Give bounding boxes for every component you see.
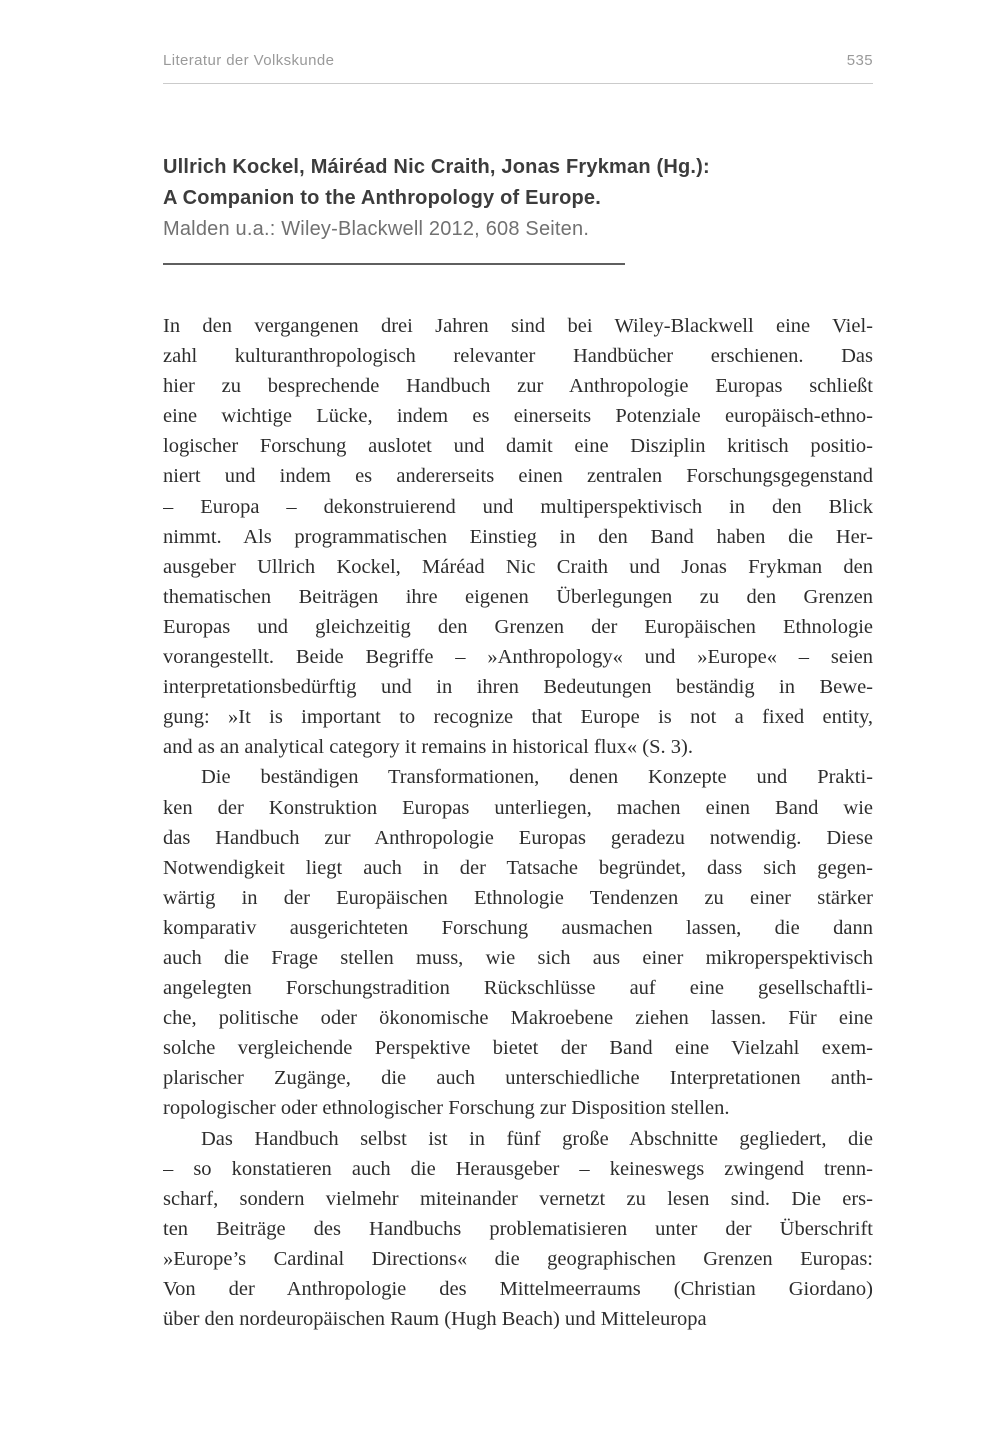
text-line: Notwendigkeit liegt auch in der Tatsache begründet, dass sich gegen- — [163, 856, 873, 879]
text-line: auch die Frage stellen muss, wie sich aus einer mikroperspektivisch — [163, 946, 873, 969]
text-line: – Europa – dekonstruierend und multiperspektivisch in den Blick — [163, 495, 873, 518]
text-line: che, politische oder ökonomische Makroebene ziehen lassen. Für eine — [163, 1007, 873, 1030]
text-line: solche vergleichende Perspektive bietet der Band eine Vielzahl exem- — [163, 1037, 873, 1060]
text-line: ten Beiträge des Handbuchs problematisieren unter der Überschrift — [163, 1217, 873, 1240]
text-line: ken der Konstruktion Europas unterliegen, machen einen Band wie — [163, 796, 873, 819]
text-line: thematischen Beiträgen ihre eigenen Überlegungen zu den Grenzen — [163, 585, 873, 608]
text-line: komparativ ausgerichteten Forschung ausmachen lassen, die dann — [163, 916, 873, 939]
text-line: »Europe’s Cardinal Directions« die geographischen Grenzen Europas: — [163, 1247, 873, 1270]
paragraph — [163, 311, 873, 762]
text-line: interpretationsbedürftig und in ihren Bedeutungen beständig in Bewe- — [163, 676, 873, 699]
text-line: ropologischer oder ethnologischer Forschung zur Disposition stellen. — [163, 1097, 730, 1120]
text-line: zahl kulturanthropologisch relevanter Handbücher erschienen. Das — [163, 345, 873, 368]
text-line: – so konstatieren auch die Herausgeber – keineswegs zwingend trenn- — [163, 1157, 873, 1180]
text-line: and as an analytical category it remains in historical flux« (S. 3). — [163, 736, 693, 759]
text-line: das Handbuch zur Anthropologie Europas geradezu notwendig. Diese — [163, 826, 873, 849]
page-number: 535 — [846, 52, 873, 69]
citation-divider — [163, 263, 625, 265]
text-line: logischer Forschung auslotet und damit eine Disziplin kritisch positio- — [163, 435, 873, 458]
text-line: vorangestellt. Beide Begriffe – »Anthropology« und »Europe« – seien — [163, 646, 873, 669]
text-line: plarischer Zugänge, die auch unterschiedliche Interpretationen anth- — [163, 1067, 873, 1090]
text-line: angelegten Forschungstradition Rückschlüsse auf eine gesellschaftli- — [163, 977, 873, 1000]
header-divider — [163, 83, 873, 84]
text-line: wärtig in der Europäischen Ethnologie Tendenzen zu einer stärker — [163, 886, 873, 909]
text-line: scharf, sondern vielmehr miteinander vernetzt zu lesen sind. Die ers- — [163, 1187, 873, 1210]
citation-editors: Ullrich Kockel, Máiréad Nic Craith, Jonas Frykman (Hg.): — [163, 156, 710, 178]
text-line: niert und indem es andererseits einen zentralen Forschungsgegenstand — [163, 465, 873, 488]
citation-title: A Companion to the Anthropology of Europe. — [163, 187, 601, 209]
paragraph — [163, 762, 873, 1123]
text-line: Das Handbuch selbst ist in fünf große Abschnitte gegliedert, die — [201, 1127, 873, 1150]
text-line: über den nordeuropäischen Raum (Hugh Beach) und Mitteleuropa — [163, 1308, 707, 1331]
book-citation — [163, 152, 873, 265]
text-line: Die beständigen Transformationen, denen Konzepte und Prakti- — [201, 766, 873, 789]
review-body — [163, 311, 873, 1334]
text-line: hier zu besprechende Handbuch zur Anthropologie Europas schließt — [163, 375, 873, 398]
page-header — [163, 52, 873, 69]
text-line: gung: »It is important to recognize that Europe is not a fixed entity, — [163, 706, 873, 729]
page-content — [163, 52, 873, 1334]
text-line: Europas und gleichzeitig den Grenzen der Europäischen Ethnologie — [163, 615, 873, 638]
text-line: eine wichtige Lücke, indem es einerseits Potenziale europäisch-ethno- — [163, 405, 873, 428]
text-line: In den vergangenen drei Jahren sind bei Wiley-Blackwell eine Viel- — [163, 315, 873, 337]
text-line: Von der Anthropologie des Mittelmeerraums (Christian Giordano) — [163, 1278, 873, 1300]
text-line: ausgeber Ullrich Kockel, Máréad Nic Craith und Jonas Frykman den — [163, 555, 873, 578]
citation-imprint: Malden u.a.: Wiley-Blackwell 2012, 608 Seiten. — [163, 218, 590, 240]
journal-title: Literatur der Volkskunde — [163, 52, 335, 69]
text-line: nimmt. Als programmatischen Einstieg in den Band haben die Her- — [163, 525, 873, 548]
paragraph — [163, 1124, 873, 1335]
